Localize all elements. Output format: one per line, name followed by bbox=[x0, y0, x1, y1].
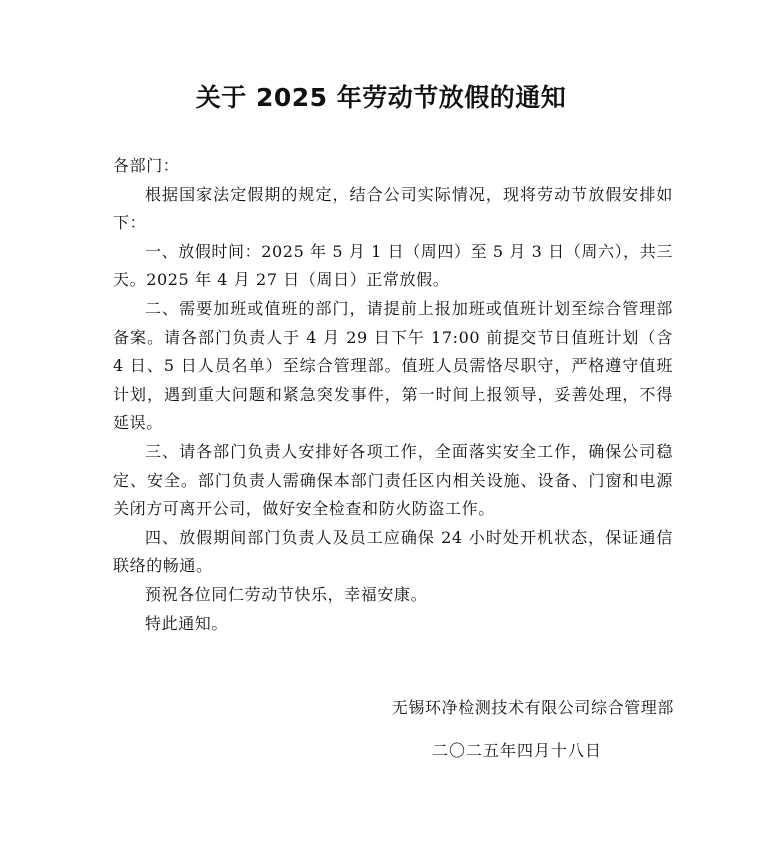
wishes-paragraph: 预祝各位同仁劳动节快乐，幸福安康。 bbox=[145, 584, 428, 604]
holiday-time-paragraph: 一、放假时间：2025 年 5 月 1 日（周四）至 5 月 3 日（周六），共三天。2025 年 4 月 27 日（周日）正常放假。 bbox=[113, 241, 673, 290]
duty-arrangement-paragraph: 二、需要加班或值班的部门，请提前上报加班或值班计划至综合管理部备案。请各部门负责人于 4 月 29 日下午 17:00 前提交节日值班计划（含 4 日、5 日人员名单）至综合管理部。值班人员需恪尽职守，严格遵守值班计划，遇到重大问题和紧急突发事件，第一时间上报领导，妥善处理，不得延误。 bbox=[113, 298, 673, 433]
safety-work-paragraph: 三、请各部门负责人安排好各项工作，全面落实安全工作，确保公司稳定、安全。部门负责人需确保本部门责任区内相关设施、设备、门窗和电源关闭方可离开公司，做好安全检查和防火防盗工作。 bbox=[113, 441, 673, 519]
intro-paragraph: 根据国家法定假期的规定，结合公司实际情况，现将劳动节放假安排如下： bbox=[113, 184, 673, 233]
document-body bbox=[113, 152, 673, 638]
document-title: 关于 2025 年劳动节放假的通知 bbox=[195, 83, 567, 112]
closing-paragraph: 特此通知。 bbox=[145, 613, 229, 633]
issuer-signature: 无锡环净检测技术有限公司综合管理部 bbox=[391, 698, 674, 717]
communication-paragraph: 四、放假期间部门负责人及员工应确保 24 小时处开机状态，保证通信联络的畅通。 bbox=[113, 527, 673, 576]
salutation: 各部门： bbox=[113, 156, 180, 175]
issue-date: 二〇二五年四月十八日 bbox=[431, 741, 602, 760]
